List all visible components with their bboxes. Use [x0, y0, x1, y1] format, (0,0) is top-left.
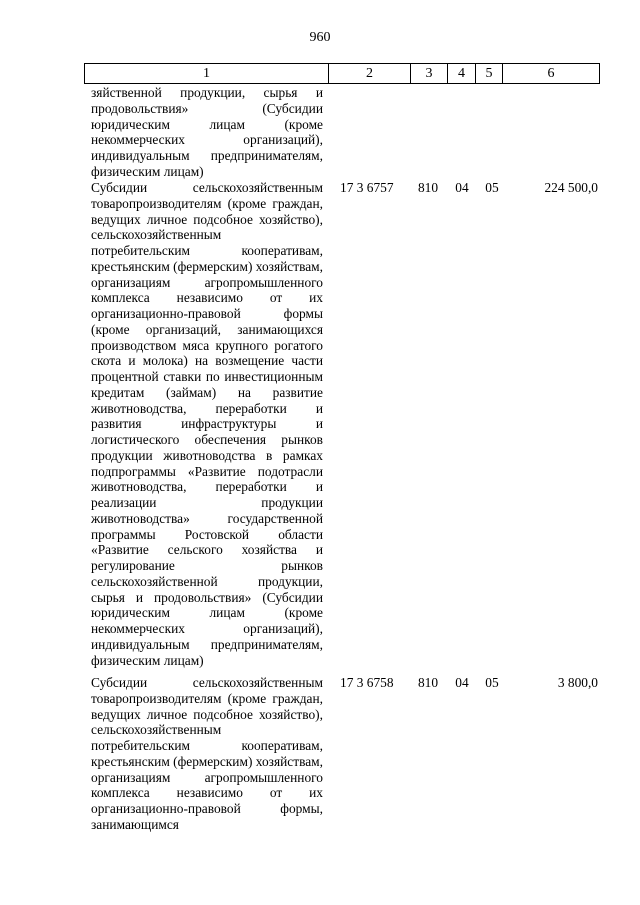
- row-code: 17 3 6757: [340, 180, 394, 195]
- row-description: Субсидии сельскохозяйственным товаропроизводителям (кроме граждан, ведущих личное подсобное хозяйство), сельскохозяйственным потребительским кооперативам, крестьянским (фермерским) хозяйствам, организациям агропромышленного комплекса независимо от их организационно-правовой формы (кроме организаций, занимающихся производством мяса крупного рогатого скота и молока) на возмещение части процентной ставки по инвестиционным кредитам (займам) на развитие животноводства, переработки и развития инфраструктуры и логистического обеспечения рынков продукции животноводства в рамках подпрограммы «Развитие подотрасли животноводства, переработки и реализации продукции животноводства» государственной программы Ростовской области «Развитие сельского хозяйства и регулирование рынков сельскохозяйственной продукции, сырья и продовольствия» (Субсидии юридическим лицам (кроме некоммерческих организаций), индивидуальным предпринимателям, физическим лицам): [91, 180, 323, 668]
- header-col-1: 1: [203, 66, 210, 81]
- row-description: Субсидии сельскохозяйственным товаропроизводителям (кроме граждан, ведущих личное подсобное хозяйство), сельскохозяйственным потребительским кооперативам, крестьянским (фермерским) хозяйствам, организациям агропромышленного комплекса независимо от их организационно-правовой формы, занимающимся: [91, 675, 323, 832]
- header-col-4: 4: [458, 66, 465, 81]
- row-amount: 224 500,0: [544, 180, 598, 195]
- row-col-4: 04: [455, 180, 469, 195]
- header-col-3: 3: [425, 66, 433, 81]
- row-amount: 3 800,0: [557, 675, 598, 690]
- row-col-5: 05: [485, 675, 499, 690]
- header-col-6: 6: [547, 66, 555, 81]
- row-code: 17 3 6758: [340, 675, 394, 690]
- row-col-3: 810: [417, 675, 439, 690]
- row-col-3: 810: [417, 180, 439, 195]
- header-col-2: 2: [366, 66, 373, 81]
- row-col-5: 05: [485, 180, 499, 195]
- table-header: [84, 63, 600, 84]
- page-number: 960: [309, 30, 331, 45]
- row-col-4: 04: [455, 675, 469, 690]
- header-col-5: 5: [485, 66, 493, 81]
- row-description: зяйственной продукции, сырья и продовольствия» (Субсидии юридическим лицам (кроме некоммерческих организаций), индивидуальным предпринимателям, физическим лицам): [91, 85, 323, 179]
